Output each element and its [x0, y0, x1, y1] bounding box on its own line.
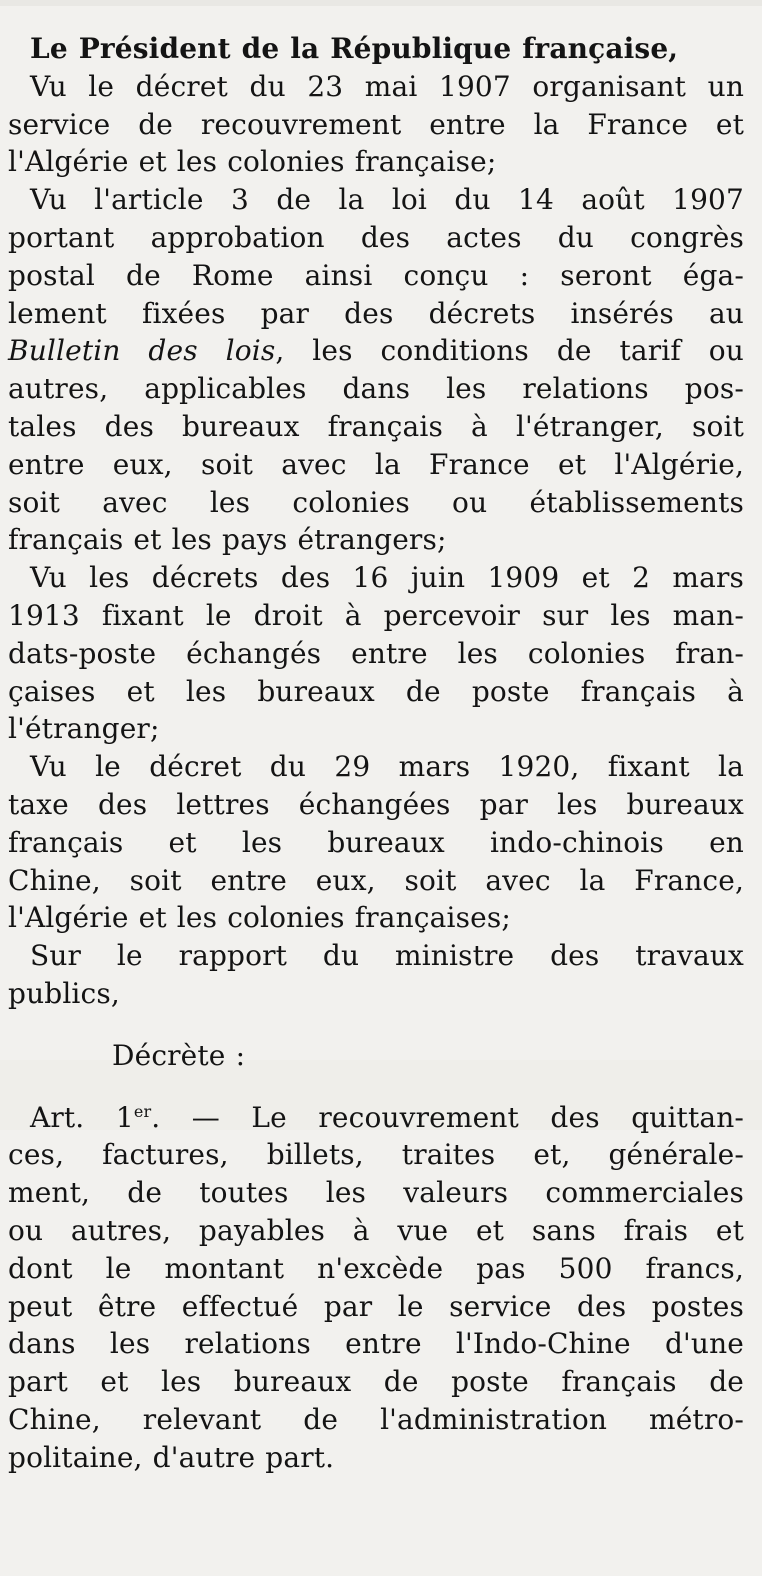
paragraph-decrees-1909-1913 — [8, 559, 744, 748]
text-line: ces, factures, billets, traites et, générale- — [8, 1138, 744, 1172]
text-line: portant approbation des actes du congrès — [8, 220, 744, 254]
text-line: çaises et les bureaux de poste français à — [8, 674, 744, 708]
article-label-superscript: er — [133, 1101, 152, 1121]
text-line: publics, — [8, 976, 120, 1010]
text-line: autres, applicables dans les relations pos- — [8, 372, 744, 406]
paragraph-decree-1907 — [8, 68, 744, 181]
text-line: service de recouvrement entre la France et — [8, 107, 744, 141]
text-line: taxe des lettres échangées par les bureaux — [8, 787, 744, 821]
spacer — [8, 1013, 744, 1037]
article-first-line-text: . — Le recouvrement des quittan- — [151, 1100, 745, 1134]
paragraph-decree-1920 — [8, 748, 744, 937]
paragraph-preamble-title — [8, 30, 744, 68]
text-line: l'Algérie et les colonies françaises; — [8, 901, 511, 935]
text-line: Vu le décret du 23 mai 1907 organisant un — [30, 69, 744, 103]
decree-text — [8, 30, 744, 1476]
article-first-line — [8, 1099, 744, 1137]
text-line: peut être effectué par le service des postes — [8, 1289, 744, 1323]
text-line: Vu les décrets des 16 juin 1909 et 2 mars — [30, 561, 744, 595]
text-line: soit avec les colonies ou établissements — [8, 485, 744, 519]
text-line: Le Président de la République française, — [30, 32, 679, 65]
text-line: postal de Rome ainsi conçu : seront éga- — [8, 258, 744, 292]
text-line: tales des bureaux français à l'étranger, soit — [8, 409, 744, 443]
text-line: Chine, soit entre eux, soit avec la France, — [8, 863, 744, 897]
article-1 — [8, 1099, 744, 1477]
text-line: politaine, d'autre part. — [8, 1440, 335, 1474]
decree-heading: Décrète : — [112, 1038, 246, 1072]
text-line: ou autres, payables à vue et sans frais et — [8, 1213, 744, 1247]
paragraph-minister-report — [8, 937, 744, 1013]
text-line: lement fixées par des décrets insérés au — [8, 296, 744, 330]
spacer — [8, 1075, 744, 1099]
text-line: ment, de toutes les valeurs commerciales — [8, 1176, 744, 1210]
text-line: part et les bureaux de poste français de — [8, 1365, 744, 1399]
text-line: Chine, relevant de l'administration métro- — [8, 1402, 744, 1436]
paragraph-law-article-3 — [8, 181, 744, 559]
scan-edge-top — [0, 0, 762, 6]
publication-title: Bulletin des lois — [8, 334, 276, 368]
text-line: Sur le rapport du ministre des travaux — [30, 939, 744, 973]
text-line: dats-poste échangés entre les colonies fran- — [8, 636, 744, 670]
text-line: Vu le décret du 29 mars 1920, fixant la — [30, 750, 744, 784]
text-line: dans les relations entre l'Indo-Chine d'une — [8, 1327, 744, 1361]
article-label: Art. 1 — [30, 1100, 134, 1134]
text-line: français et les bureaux indo-chinois en — [8, 825, 744, 859]
text-line: 1913 fixant le droit à percevoir sur les man- — [8, 598, 744, 632]
text-line: l'Algérie et les colonies française; — [8, 145, 497, 179]
text-line: Vu l'article 3 de la loi du 14 août 1907 — [30, 183, 744, 217]
text-line: entre eux, soit avec la France et l'Algérie, — [8, 447, 744, 481]
text-line: l'étranger; — [8, 712, 160, 746]
text-line: dont le montant n'excède pas 500 francs, — [8, 1251, 744, 1285]
text-line: français et les pays étrangers; — [8, 523, 447, 557]
text-line: Bulletin des lois, les conditions de tarif ou — [8, 334, 744, 368]
